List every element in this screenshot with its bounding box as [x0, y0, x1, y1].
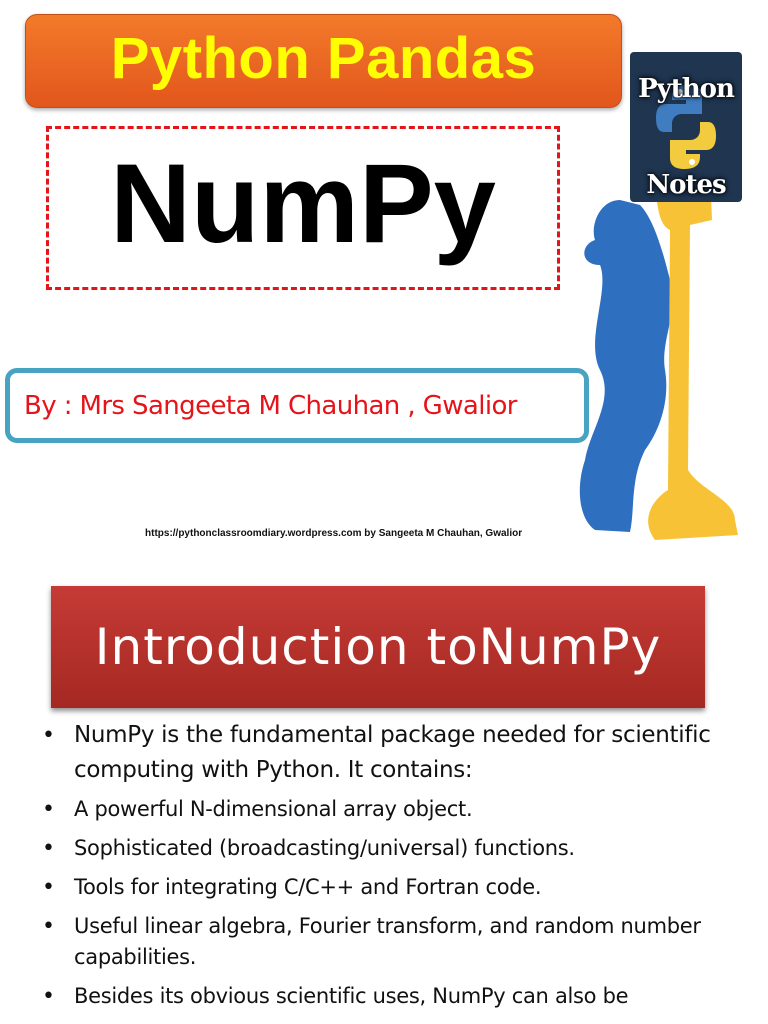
bullet-icon: • — [42, 875, 55, 900]
logo-word-bottom: Notes — [646, 170, 726, 200]
subject-box — [46, 126, 560, 290]
title-banner — [25, 14, 622, 108]
list-item: • NumPy is the fundamental package needed for scientific computing with Python. It contains: — [42, 718, 742, 788]
credit-link[interactable]: https://pythonclassroomdiary.wordpress.com by Sangeeta M Chauhan, Gwalior — [145, 528, 523, 539]
list-item: • Tools for integrating C/C++ and Fortran code. — [42, 872, 742, 903]
bullet-icon: • — [42, 797, 55, 822]
python-notes-logo — [630, 52, 742, 202]
list-item: • Besides its obvious scientific uses, NumPy can also be — [42, 981, 742, 1012]
list-item: • Sophisticated (broadcasting/universal) functions. — [42, 833, 742, 864]
bullet-icon: • — [42, 836, 55, 861]
slide-title: Python Pandas — [110, 25, 537, 91]
bullet-list — [42, 718, 742, 1020]
bullet-icon: • — [42, 723, 55, 748]
bullet-icon: • — [42, 984, 55, 1009]
section-header — [51, 586, 705, 708]
blue-figure-shape — [580, 200, 673, 532]
author-text: By : Mrs Sangeeta M Chauhan , Gwalior — [24, 390, 517, 421]
list-item: • A powerful N-dimensional array object. — [42, 794, 742, 825]
author-box — [5, 368, 589, 443]
subject-title: NumPy — [110, 140, 496, 266]
list-item: • Useful linear algebra, Fourier transform, and random number capabilities. — [42, 911, 742, 973]
bullet-icon: • — [42, 914, 55, 939]
section-title: Introduction toNumPy — [94, 618, 662, 676]
logo-word-top: Python — [638, 74, 734, 104]
